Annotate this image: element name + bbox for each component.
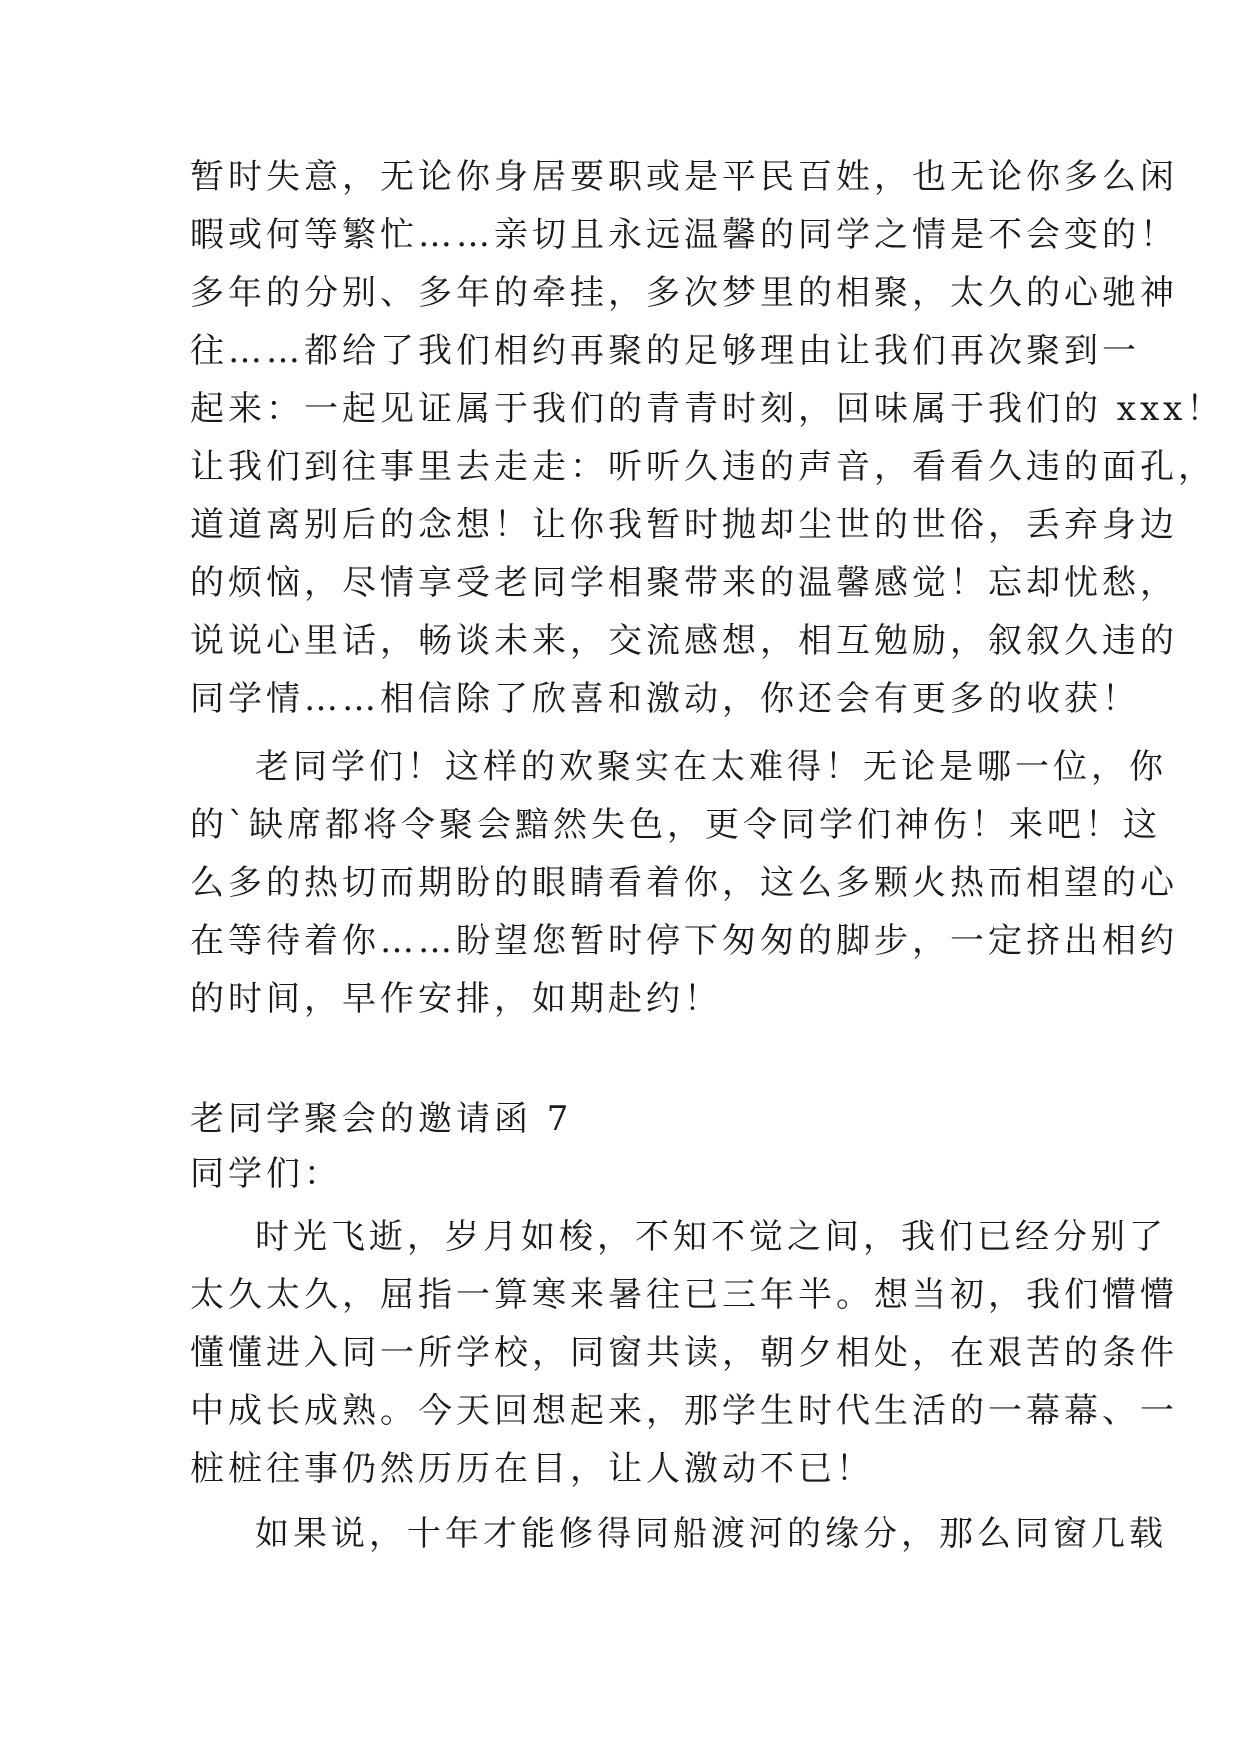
- text-line: 的时间，早作安排，如期赴约！: [190, 979, 722, 1019]
- text-line: 说说心里话，畅谈未来，交流感想，相互勉励，叙叙久违的: [190, 621, 1178, 661]
- paragraph-first-line: 时光飞逝，岁月如梭，不知不觉之间，我们已经分别了: [255, 1217, 1167, 1257]
- text-line: 的`缺席都将令聚会黯然失色，更令同学们神伤！来吧！这: [190, 805, 1161, 845]
- text-line: 懂懂进入同一所学校，同窗共读，朝夕相处，在艰苦的条件: [190, 1333, 1178, 1373]
- paragraph-first-line: 老同学们！这样的欢聚实在太难得！无论是哪一位，你: [255, 747, 1167, 787]
- text-line: 的烦恼，尽情享受老同学相聚带来的温馨感觉！忘却忧愁，: [190, 563, 1178, 603]
- paragraph-first-line: 如果说，十年才能修得同船渡河的缘分，那么同窗几载: [255, 1514, 1167, 1554]
- text-line: 暂时失意，无论你身居要职或是平民百姓，也无论你多么闲: [190, 157, 1178, 197]
- text-line: 同学情……相信除了欣喜和激动，你还会有更多的收获！: [190, 679, 1140, 719]
- text-line: 么多的热切而期盼的眼睛看着你，这么多颗火热而相望的心: [190, 863, 1178, 903]
- text-line: 桩桩往事仍然历历在目，让人激动不已！: [190, 1449, 874, 1489]
- text-line: 在等待着你……盼望您暂时停下匆匆的脚步，一定挤出相约: [190, 921, 1178, 961]
- salutation: 同学们：: [190, 1154, 342, 1194]
- text-line: 往……都给了我们相约再聚的足够理由让我们再次聚到一: [190, 331, 1140, 371]
- section-title: 老同学聚会的邀请函 7: [190, 1099, 573, 1139]
- text-line: 中成长成熟。今天回想起来，那学生时代生活的一幕幕、一: [190, 1391, 1178, 1431]
- text-line: 多年的分别、多年的牵挂，多次梦里的相聚，太久的心驰神: [190, 273, 1178, 313]
- text-line: 太久太久，屈指一算寒来暑往已三年半。想当初，我们懵懵: [190, 1275, 1178, 1315]
- text-line: 让我们到往事里去走走：听听久违的声音，看看久违的面孔，: [190, 447, 1216, 487]
- text-line: 道道离别后的念想！让你我暂时抛却尘世的世俗，丢弃身边: [190, 505, 1178, 545]
- text-line: 暇或何等繁忙……亲切且永远温馨的同学之情是不会变的！: [190, 215, 1178, 255]
- text-line: 起来：一起见证属于我们的青青时刻，回味属于我们的 xxx！: [190, 389, 1225, 429]
